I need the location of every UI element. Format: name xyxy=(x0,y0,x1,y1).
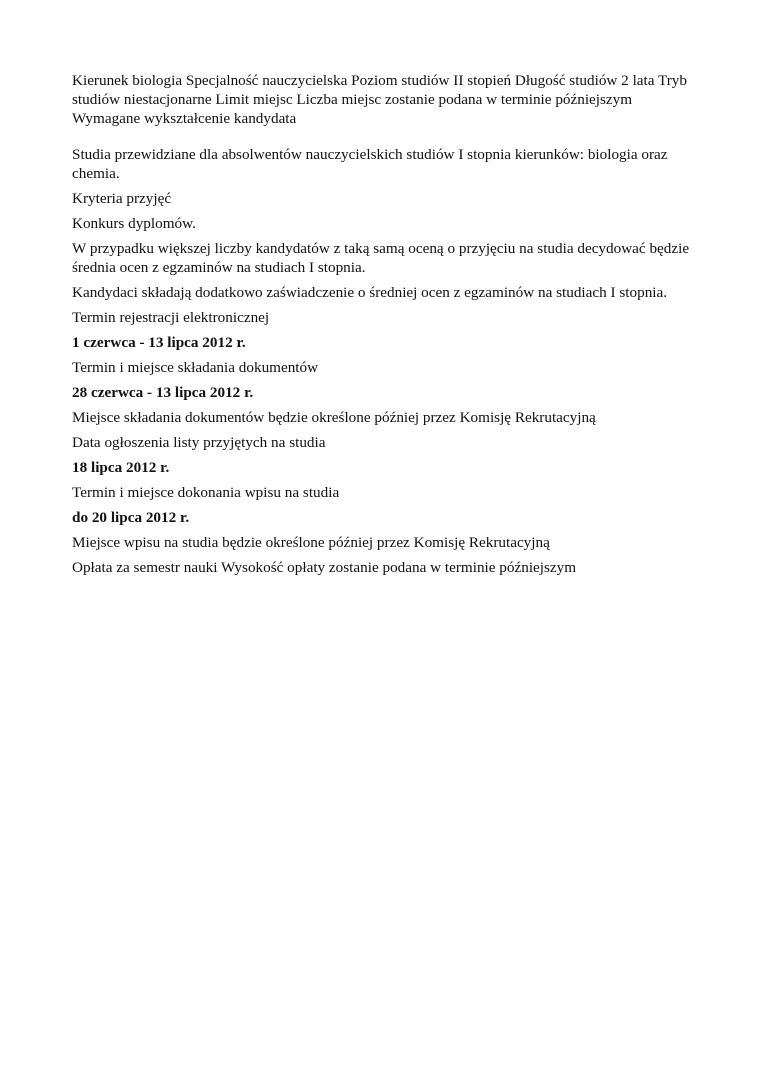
results-date: 18 lipca 2012 r. xyxy=(72,459,170,476)
enrollment-date: do 20 lipca 2012 r. xyxy=(72,509,190,526)
enrollment-heading: Termin i miejsce dokonania wpisu na studia xyxy=(72,484,340,501)
registration-heading: Termin rejestracji elektronicznej xyxy=(72,309,270,326)
registration-dates: 1 czerwca - 13 lipca 2012 r. xyxy=(72,334,246,351)
criteria-text: Konkurs dyplomów. xyxy=(72,215,196,232)
program-summary: Kierunek biologia Specjalność nauczycielska Poziom studiów II stopień Długość studiów 2 lata Tryb studiów niestacjonarne Limit miejsc Liczba miejsc zostanie podana w terminie późniejszym Wymagane wykształcenie kandydata xyxy=(72,72,687,127)
enrollment-place: Miejsce wpisu na studia będzie określone później przez Komisję Rekrutacyjną xyxy=(72,534,550,551)
documents-place: Miejsce składania dokumentów będzie określone później przez Komisję Rekrutacyjną xyxy=(72,409,596,426)
documents-heading: Termin i miejsce składania dokumentów xyxy=(72,359,319,376)
results-heading: Data ogłoszenia listy przyjętych na studia xyxy=(72,434,326,451)
certificate-note: Kandydaci składają dodatkowo zaświadczenie o średniej ocen z egzaminów na studiach I stopnia. xyxy=(72,284,668,301)
education-requirement: Studia przewidziane dla absolwentów nauczycielskich studiów I stopnia kierunków: biologia oraz chemia. xyxy=(72,146,668,182)
tie-rule: W przypadku większej liczby kandydatów z taką samą oceną o przyjęciu na studia decydować będzie średnia ocen z egzaminów na studiach I stopnia. xyxy=(72,240,690,276)
fee-info: Opłata za semestr nauki Wysokość opłaty zostanie podana w terminie późniejszym xyxy=(72,559,577,576)
criteria-heading: Kryteria przyjęć xyxy=(72,190,172,207)
documents-dates: 28 czerwca - 13 lipca 2012 r. xyxy=(72,384,254,401)
